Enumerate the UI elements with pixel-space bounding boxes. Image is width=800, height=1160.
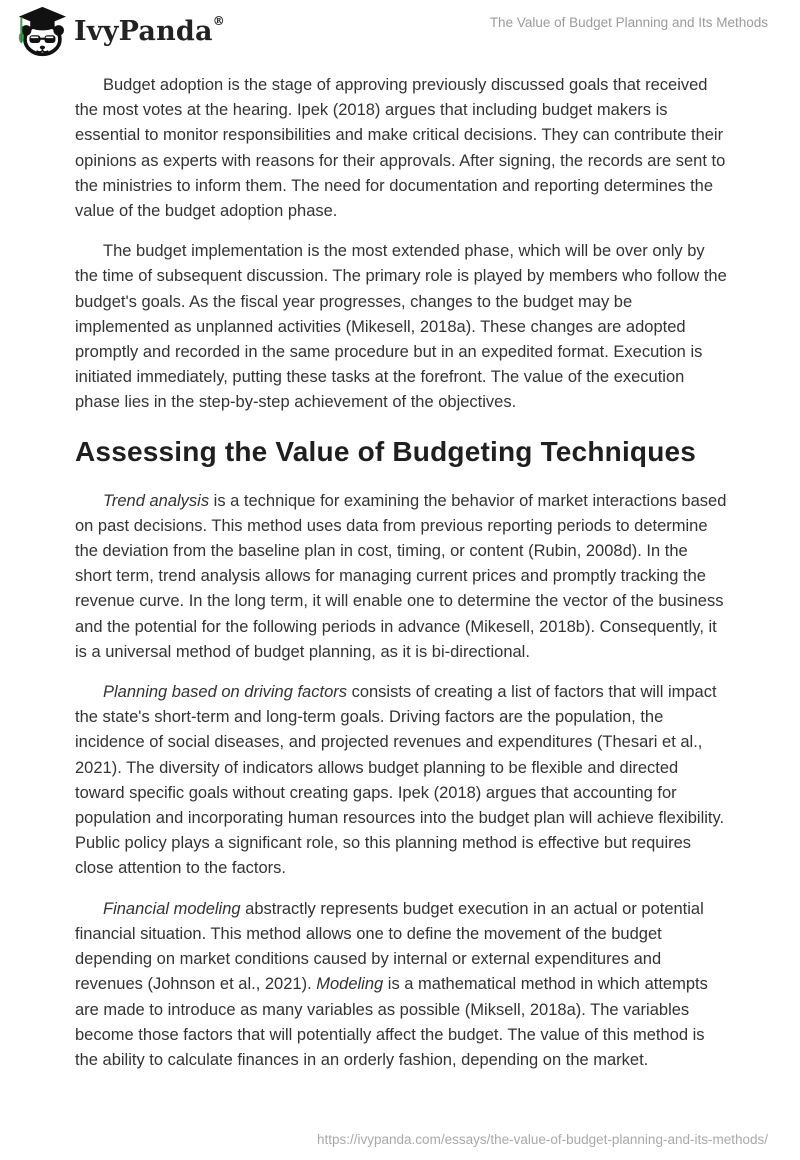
registered-mark: ®: [212, 13, 225, 28]
paragraph-budget-adoption: [75, 73, 727, 224]
italic-term-financial-modeling: Financial modeling: [103, 899, 241, 918]
page-header: [0, 0, 800, 62]
italic-term-modeling: Modeling: [316, 975, 384, 994]
logo-text: IvyPanda: [74, 16, 213, 47]
document-header-title: The Value of Budget Planning and Its Methods: [489, 15, 768, 30]
paragraph-financial-modeling: [75, 897, 727, 1073]
ivypanda-logo: [14, 6, 225, 58]
essay-body: [75, 73, 727, 1073]
paragraph-text: consists of creating a list of factors that will impact the state's short-term and long-term goals. Driving factors are the population, the incidence of social diseases, and projected revenues and expenditures (Thesari et al., 2021). The diversity of indicators allows budget planning to be flexible and directed toward specific goals without creating gaps. Ipek (2018) argues that accounting for population and incorporating human resources into the budget plan will achieve flexibility. Public policy plays a significant role, so this planning method is effective but requires close attention to the factors.: [75, 683, 725, 878]
paragraph-text: abstractly represents budget execution in an actual or potential financial situation. This method allows one to define the movement of the budget depending on market conditions caused by internal or external expenditures and revenues (Johnson et al., 2021).: [75, 899, 704, 994]
paragraph-budget-implementation: [75, 239, 727, 415]
paragraph-text: is a technique for examining the behavior of market interactions based on past decisions. This method uses data from previous reporting periods to determine the deviation from the baseline plan in cost, timing, or content (Rubin, 2008d). In the short term, trend analysis allows for managing current prices and promptly tracking the revenue curve. In the long term, it will enable one to determine the vector of the business and the potential for the following periods in advance (Mikesell, 2018b). Consequently, it is a universal method of budget planning, as it is bi-directional.: [75, 491, 727, 661]
italic-term-driving-factors: Planning based on driving factors: [103, 683, 347, 702]
paragraph-driving-factors: [75, 680, 727, 882]
paragraph-trend-analysis: [75, 489, 727, 665]
panda-graduation-cap-icon: [14, 6, 66, 58]
page-footer-url: https://ivypanda.com/essays/the-value-of-budget-planning-and-its-methods/: [317, 1132, 768, 1147]
paragraph-text: is a mathematical method in which attempts are made to introduce as many variables as possible (Miksell, 2018a). The variables become those factors that will potentially affect the budget. The value of this method is the ability to calculate finances in an orderly fashion, depending on the market.: [75, 975, 708, 1069]
italic-term-trend-analysis: Trend analysis: [103, 491, 210, 510]
paragraph-text: The budget implementation is the most extended phase, which will be over only by the time of subsequent discussion. The primary role is played by members who follow the budget's goals. As the fiscal year progresses, changes to the budget may be implemented as unplanned activities (Mikesell, 2018a). These changes are adopted promptly and recorded in the same procedure but in an expedited format. Execution is initiated immediately, putting these tasks at the forefront. The value of the execution phase lies in the step-by-step achievement of the objectives.: [75, 242, 727, 412]
logo-wordmark: [74, 6, 225, 58]
section-heading: Assessing the Value of Budgeting Techniques: [75, 435, 697, 467]
paragraph-text: Budget adoption is the stage of approving previously discussed goals that received the most votes at the hearing. Ipek (2018) argues that including budget makers is essential to monitor responsibilities and make critical decisions. They can contribute their opinions as experts with reasons for their approvals. After signing, the records are sent to the ministries to inform them. The need for documentation and reporting determines the value of the budget adoption phase.: [75, 76, 726, 221]
